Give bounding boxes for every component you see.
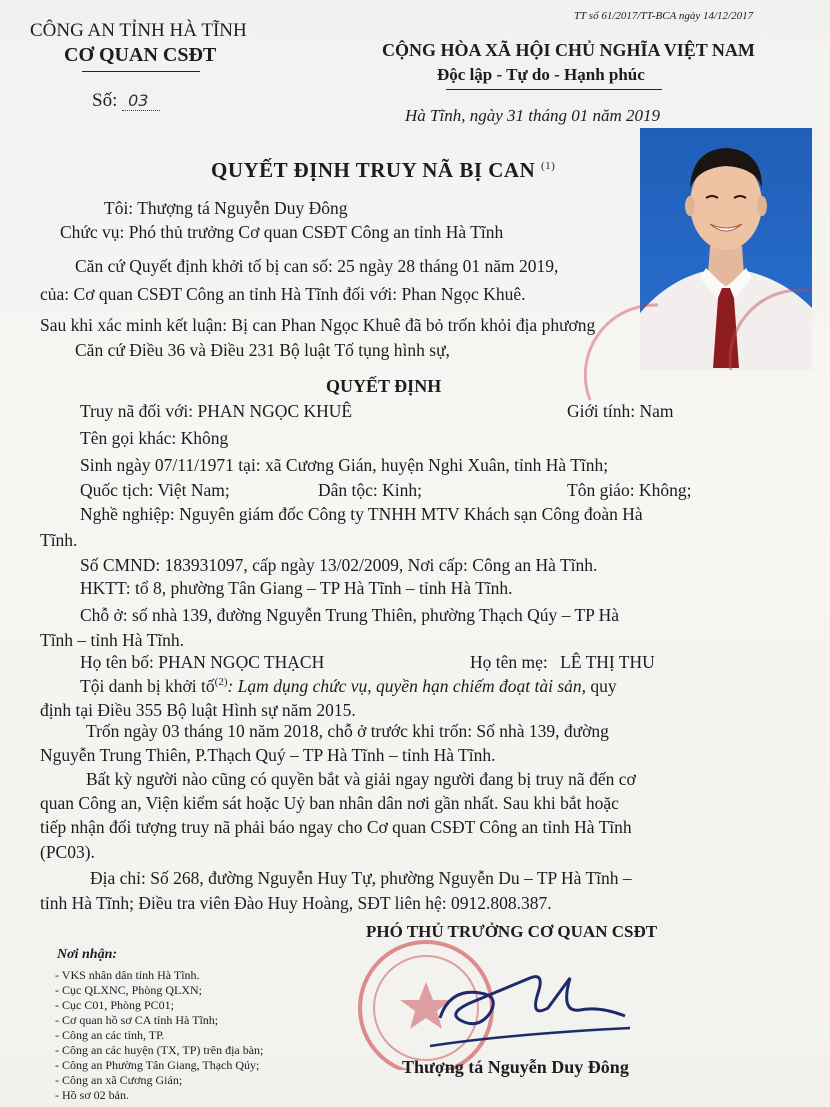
agency-unit: CƠ QUAN CSĐT bbox=[64, 44, 217, 66]
suspect-photo bbox=[640, 128, 812, 370]
national-title: CỘNG HÒA XÃ HỘI CHỦ NGHĨA VIỆT NAM bbox=[382, 40, 755, 60]
charge-cont: định tại Điều 355 Bộ luật Hình sự năm 2015. bbox=[40, 700, 356, 720]
recipient-item: - Công an Phường Tân Giang, Thạch Qúy; bbox=[55, 1058, 260, 1072]
document-title-text: QUYẾT ĐỊNH TRUY NÃ BỊ CAN bbox=[211, 158, 536, 182]
document-number-value: 03 bbox=[122, 91, 160, 111]
recipient-item: - Cục QLXNC, Phòng QLXN; bbox=[55, 983, 202, 997]
alias: Tên gọi khác: Không bbox=[80, 428, 229, 448]
charge-text: : Lạm dụng chức vụ, quyền hạn chiếm đoạt tài sản, bbox=[227, 676, 587, 696]
charge-label: Tội danh bị khởi tố bbox=[80, 676, 215, 696]
father-name: PHAN NGỌC THẠCH bbox=[158, 652, 325, 672]
occupation: Nghề nghiệp: Nguyên giám đốc Công ty TNHH MTV Khách sạn Công đoàn Hà bbox=[80, 504, 643, 524]
place-and-date: Hà Tĩnh, ngày 31 tháng 01 năm 2019 bbox=[405, 106, 660, 125]
legal-basis: Căn cứ Điều 36 và Điều 231 Bộ luật Tố tụng hình sự, bbox=[75, 340, 450, 360]
nationality: Quốc tịch: Việt Nam; bbox=[80, 480, 230, 500]
recipient-item: - Công an xã Cương Gián; bbox=[55, 1073, 183, 1087]
contact-address-cont: tỉnh Hà Tĩnh; Điều tra viên Đào Huy Hoàng, SĐT liên hệ: 0912.808.387. bbox=[40, 893, 552, 913]
mother bbox=[470, 652, 655, 673]
recipient-item: - Cục C01, Phòng PC01; bbox=[55, 998, 175, 1012]
mother-name: LÊ THỊ THU bbox=[560, 652, 655, 672]
current-address-cont: Tĩnh – tỉnh Hà Tĩnh. bbox=[40, 630, 185, 650]
birth-info: Sinh ngày 07/11/1971 tại: xã Cương Gián, huyện Nghi Xuân, tỉnh Hà Tĩnh; bbox=[80, 455, 609, 475]
arrest-notice-2: quan Công an, Viện kiểm sát hoặc Uỷ ban nhân dân nơi gần nhất. Sau khi bắt hoặc bbox=[40, 793, 619, 813]
religion: Tôn giáo: Không; bbox=[567, 480, 692, 500]
issuer-line: Tôi: Thượng tá Nguyễn Duy Đông bbox=[104, 198, 348, 218]
registered-residence: HKTT: tổ 8, phường Tân Giang – TP Hà Tĩnh – tỉnh Hà Tĩnh. bbox=[80, 578, 513, 598]
gender: Giới tính: Nam bbox=[567, 401, 674, 421]
basis-agency: của: Cơ quan CSĐT Công an tỉnh Hà Tĩnh đối với: Phan Ngọc Khuê. bbox=[40, 284, 526, 304]
form-reference: TT số 61/2017/TT-BCA ngày 14/12/2017 bbox=[574, 10, 754, 22]
title-footnote-mark: (1) bbox=[541, 160, 556, 172]
contact-address: Địa chỉ: Số 268, đường Nguyễn Huy Tự, phường Nguyễn Du – TP Hà Tĩnh – bbox=[90, 868, 632, 888]
father-label: Họ tên bố: bbox=[80, 652, 154, 672]
father bbox=[80, 652, 324, 673]
arrest-notice: Bất kỳ người nào cũng có quyền bắt và giải ngay người đang bị truy nã đến cơ bbox=[86, 769, 636, 789]
ethnicity: Dân tộc: Kinh; bbox=[318, 480, 423, 500]
signer-name: Thượng tá Nguyễn Duy Đông bbox=[402, 1057, 629, 1077]
mother-label: Họ tên mẹ: bbox=[470, 652, 548, 672]
arrest-notice-3: tiếp nhận đối tượng truy nã phải báo ngay cho Cơ quan CSĐT Công an tỉnh Hà Tĩnh bbox=[40, 817, 632, 837]
document-number bbox=[92, 90, 160, 112]
agency-underline bbox=[82, 71, 200, 72]
motto-underline bbox=[446, 89, 662, 90]
signatory-title: PHÓ THỦ TRƯỞNG CƠ QUAN CSĐT bbox=[366, 922, 658, 941]
agency-name: CÔNG AN TỈNH HÀ TĨNH bbox=[30, 20, 247, 41]
wanted-name: Truy nã đối với: PHAN NGỌC KHUÊ bbox=[80, 401, 353, 421]
recipient-item: - Công an các huyện (TX, TP) trên địa bàn; bbox=[55, 1043, 264, 1057]
recipient-item: - Công an các tỉnh, TP. bbox=[55, 1028, 165, 1042]
recipients-heading: Nơi nhận: bbox=[57, 947, 118, 962]
escape-info: Trốn ngày 03 tháng 10 năm 2018, chỗ ở trước khi trốn: Số nhà 139, đường bbox=[86, 721, 609, 741]
basis-decision: Căn cứ Quyết định khởi tố bị can số: 25 ngày 28 tháng 01 năm 2019, bbox=[75, 256, 559, 276]
verification-conclusion: Sau khi xác minh kết luận: Bị can Phan Ngọc Khuê đã bỏ trốn khỏi địa phương bbox=[40, 315, 596, 335]
document-title bbox=[211, 158, 555, 183]
official-seal bbox=[344, 930, 514, 1070]
decision-heading: QUYẾT ĐỊNH bbox=[326, 376, 442, 396]
occupation-cont: Tĩnh. bbox=[40, 530, 78, 550]
escape-info-cont: Nguyễn Trung Thiên, P.Thạch Quý – TP Hà Tĩnh – tỉnh Hà Tĩnh. bbox=[40, 745, 496, 765]
id-card: Số CMND: 183931097, cấp ngày 13/02/2009, Nơi cấp: Công an Hà Tĩnh. bbox=[80, 555, 598, 575]
charge bbox=[80, 676, 617, 697]
document-number-label: Số: bbox=[92, 90, 118, 111]
handwritten-signature bbox=[420, 958, 640, 1058]
charge-tail: quy bbox=[586, 676, 617, 696]
recipient-item: - Cơ quan hồ sơ CA tỉnh Hà Tĩnh; bbox=[55, 1013, 219, 1027]
national-motto: Độc lập - Tự do - Hạnh phúc bbox=[437, 65, 645, 84]
recipient-item: - Hồ sơ 02 bản. bbox=[55, 1088, 130, 1102]
issuer-position: Chức vụ: Phó thủ trưởng Cơ quan CSĐT Công an tỉnh Hà Tĩnh bbox=[60, 222, 504, 242]
recipient-item: - VKS nhân dân tỉnh Hà Tĩnh. bbox=[55, 968, 200, 982]
arrest-notice-4: (PC03). bbox=[40, 842, 95, 862]
charge-footnote-mark: (2) bbox=[214, 676, 228, 689]
current-address: Chỗ ở: số nhà 139, đường Nguyễn Trung Thiên, phường Thạch Qúy – TP Hà bbox=[80, 605, 619, 625]
